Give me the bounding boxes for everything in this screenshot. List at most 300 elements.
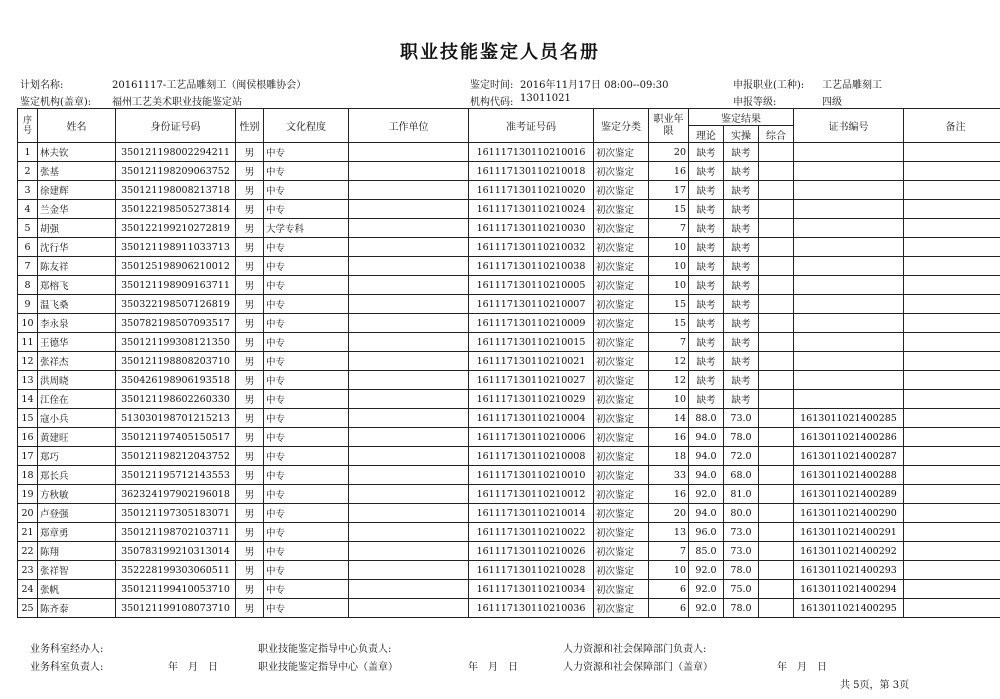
theory-score-cell: 缺考 bbox=[689, 219, 724, 238]
certificate-number-cell bbox=[794, 352, 904, 371]
page-indicator: 共 5页，第 3页 bbox=[840, 680, 910, 691]
years-cell: 10 bbox=[649, 276, 689, 295]
table-row bbox=[18, 257, 1000, 276]
responsible-date: 年 月 日 bbox=[168, 662, 218, 673]
table-row bbox=[18, 333, 1000, 352]
education-cell: 中专 bbox=[264, 162, 349, 181]
seq-cell: 1 bbox=[18, 143, 38, 162]
exam-number-cell: 161117130110210006 bbox=[469, 428, 594, 447]
gender-cell: 男 bbox=[236, 352, 264, 371]
skill-score-cell: 缺考 bbox=[724, 390, 759, 409]
years-cell: 20 bbox=[649, 504, 689, 523]
education-cell: 中专 bbox=[264, 352, 349, 371]
work-unit-cell bbox=[349, 314, 469, 333]
overall-score-cell bbox=[759, 599, 794, 618]
level-label: 申报等级: bbox=[733, 97, 777, 108]
gender-cell: 男 bbox=[236, 371, 264, 390]
col-cert: 证书编号 bbox=[794, 109, 904, 143]
years-cell: 20 bbox=[649, 143, 689, 162]
category-cell: 初次鉴定 bbox=[594, 542, 649, 561]
gender-cell: 男 bbox=[236, 295, 264, 314]
id-number-cell: 350121197305183071 bbox=[116, 504, 236, 523]
exam-number-cell: 161117130110210024 bbox=[469, 200, 594, 219]
id-number-cell: 350322198507126819 bbox=[116, 295, 236, 314]
note-cell bbox=[904, 295, 1000, 314]
work-unit-cell bbox=[349, 466, 469, 485]
id-number-cell: 350783199210313014 bbox=[116, 542, 236, 561]
overall-score-cell bbox=[759, 314, 794, 333]
overall-score-cell bbox=[759, 390, 794, 409]
seq-cell: 19 bbox=[18, 485, 38, 504]
note-cell bbox=[904, 580, 1000, 599]
overall-score-cell bbox=[759, 200, 794, 219]
name-cell: 方秋敏 bbox=[38, 485, 116, 504]
name-cell: 黄建旺 bbox=[38, 428, 116, 447]
name-cell: 徐建辉 bbox=[38, 181, 116, 200]
skill-score-cell: 73.0 bbox=[724, 409, 759, 428]
category-cell: 初次鉴定 bbox=[594, 181, 649, 200]
note-cell bbox=[904, 447, 1000, 466]
note-cell bbox=[904, 352, 1000, 371]
education-cell: 中专 bbox=[264, 295, 349, 314]
overall-score-cell bbox=[759, 428, 794, 447]
table-row bbox=[18, 276, 1000, 295]
theory-score-cell: 88.0 bbox=[689, 409, 724, 428]
note-cell bbox=[904, 276, 1000, 295]
col-id: 身份证号码 bbox=[116, 109, 236, 143]
time-value: 2016年11月17日 08:00--09:30 bbox=[520, 80, 669, 91]
overall-score-cell bbox=[759, 143, 794, 162]
years-cell: 16 bbox=[649, 485, 689, 504]
category-cell: 初次鉴定 bbox=[594, 428, 649, 447]
col-skill: 实操 bbox=[724, 126, 759, 143]
seq-cell: 18 bbox=[18, 466, 38, 485]
overall-score-cell bbox=[759, 447, 794, 466]
years-cell: 10 bbox=[649, 238, 689, 257]
gender-cell: 男 bbox=[236, 580, 264, 599]
skill-score-cell: 缺考 bbox=[724, 257, 759, 276]
center-head-label: 职业技能鉴定指导中心负责人: bbox=[258, 644, 392, 655]
table-row bbox=[18, 162, 1000, 181]
table-row bbox=[18, 504, 1000, 523]
id-number-cell: 350121199108073710 bbox=[116, 599, 236, 618]
years-cell: 18 bbox=[649, 447, 689, 466]
id-number-cell: 350121198212043752 bbox=[116, 447, 236, 466]
seq-cell: 16 bbox=[18, 428, 38, 447]
gender-cell: 男 bbox=[236, 200, 264, 219]
seq-cell: 13 bbox=[18, 371, 38, 390]
id-number-cell: 350121198002294211 bbox=[116, 143, 236, 162]
category-cell: 初次鉴定 bbox=[594, 162, 649, 181]
id-number-cell: 350125198906210012 bbox=[116, 257, 236, 276]
id-number-cell: 350121198911033713 bbox=[116, 238, 236, 257]
table-row bbox=[18, 428, 1000, 447]
certificate-number-cell bbox=[794, 143, 904, 162]
skill-score-cell: 缺考 bbox=[724, 352, 759, 371]
theory-score-cell: 92.0 bbox=[689, 580, 724, 599]
overall-score-cell bbox=[759, 219, 794, 238]
overall-score-cell bbox=[759, 485, 794, 504]
seq-cell: 6 bbox=[18, 238, 38, 257]
skill-score-cell: 78.0 bbox=[724, 599, 759, 618]
gender-cell: 男 bbox=[236, 466, 264, 485]
name-cell: 郑榕飞 bbox=[38, 276, 116, 295]
exam-number-cell: 161117130110210034 bbox=[469, 580, 594, 599]
theory-score-cell: 缺考 bbox=[689, 314, 724, 333]
certificate-number-cell bbox=[794, 162, 904, 181]
category-cell: 初次鉴定 bbox=[594, 561, 649, 580]
education-cell: 中专 bbox=[264, 599, 349, 618]
category-cell: 初次鉴定 bbox=[594, 580, 649, 599]
category-cell: 初次鉴定 bbox=[594, 314, 649, 333]
years-cell: 6 bbox=[649, 599, 689, 618]
work-unit-cell bbox=[349, 371, 469, 390]
certificate-number-cell bbox=[794, 314, 904, 333]
plan-label: 计划名称: bbox=[20, 80, 64, 91]
name-cell: 洪周晓 bbox=[38, 371, 116, 390]
name-cell: 郑长兵 bbox=[38, 466, 116, 485]
note-cell bbox=[904, 485, 1000, 504]
table-row bbox=[18, 181, 1000, 200]
table-row bbox=[18, 409, 1000, 428]
col-type: 鉴定分类 bbox=[594, 109, 649, 143]
gender-cell: 男 bbox=[236, 238, 264, 257]
table-row bbox=[18, 390, 1000, 409]
theory-score-cell: 92.0 bbox=[689, 485, 724, 504]
certificate-number-cell bbox=[794, 276, 904, 295]
hr-date: 年 月 日 bbox=[777, 662, 827, 673]
years-cell: 10 bbox=[649, 390, 689, 409]
theory-score-cell: 缺考 bbox=[689, 200, 724, 219]
work-unit-cell bbox=[349, 561, 469, 580]
years-cell: 7 bbox=[649, 542, 689, 561]
id-number-cell: 350121198808203710 bbox=[116, 352, 236, 371]
overall-score-cell bbox=[759, 466, 794, 485]
col-exam: 准考证号码 bbox=[469, 109, 594, 143]
gender-cell: 男 bbox=[236, 523, 264, 542]
exam-number-cell: 161117130110210021 bbox=[469, 352, 594, 371]
table-row bbox=[18, 219, 1000, 238]
category-cell: 初次鉴定 bbox=[594, 447, 649, 466]
table-row bbox=[18, 466, 1000, 485]
education-cell: 中专 bbox=[264, 390, 349, 409]
work-unit-cell bbox=[349, 599, 469, 618]
note-cell bbox=[904, 181, 1000, 200]
table-row bbox=[18, 352, 1000, 371]
gender-cell: 男 bbox=[236, 428, 264, 447]
note-cell bbox=[904, 371, 1000, 390]
certificate-number-cell bbox=[794, 390, 904, 409]
note-cell bbox=[904, 390, 1000, 409]
education-cell: 中专 bbox=[264, 238, 349, 257]
certificate-number-cell bbox=[794, 238, 904, 257]
certificate-number-cell: 1613011021400286 bbox=[794, 428, 904, 447]
col-note: 备注 bbox=[904, 109, 1000, 143]
exam-number-cell: 161117130110210026 bbox=[469, 542, 594, 561]
exam-number-cell: 161117130110210027 bbox=[469, 371, 594, 390]
theory-score-cell: 缺考 bbox=[689, 257, 724, 276]
exam-number-cell: 161117130110210012 bbox=[469, 485, 594, 504]
exam-number-cell: 161117130110210008 bbox=[469, 447, 594, 466]
gender-cell: 男 bbox=[236, 542, 264, 561]
skill-score-cell: 缺考 bbox=[724, 181, 759, 200]
category-cell: 初次鉴定 bbox=[594, 276, 649, 295]
note-cell bbox=[904, 200, 1000, 219]
job-value: 工艺品雕刻工 bbox=[822, 80, 882, 91]
education-cell: 中专 bbox=[264, 181, 349, 200]
name-cell: 兰金华 bbox=[38, 200, 116, 219]
table-row bbox=[18, 542, 1000, 561]
id-number-cell: 352228199303060511 bbox=[116, 561, 236, 580]
col-result: 鉴定结果 bbox=[689, 109, 794, 126]
certificate-number-cell bbox=[794, 200, 904, 219]
name-cell: 李永泉 bbox=[38, 314, 116, 333]
overall-score-cell bbox=[759, 181, 794, 200]
center-seal-label: 职业技能鉴定指导中心（盖章） bbox=[258, 662, 398, 673]
certificate-number-cell: 1613011021400294 bbox=[794, 580, 904, 599]
id-number-cell: 350121199308121350 bbox=[116, 333, 236, 352]
theory-score-cell: 92.0 bbox=[689, 561, 724, 580]
id-number-cell: 350121198209063752 bbox=[116, 162, 236, 181]
education-cell: 中专 bbox=[264, 257, 349, 276]
category-cell: 初次鉴定 bbox=[594, 485, 649, 504]
certificate-number-cell: 1613011021400292 bbox=[794, 542, 904, 561]
theory-score-cell: 92.0 bbox=[689, 599, 724, 618]
name-cell: 张祥杰 bbox=[38, 352, 116, 371]
col-seq: 序号 bbox=[18, 109, 38, 143]
category-cell: 初次鉴定 bbox=[594, 599, 649, 618]
work-unit-cell bbox=[349, 238, 469, 257]
education-cell: 中专 bbox=[264, 466, 349, 485]
work-unit-cell bbox=[349, 352, 469, 371]
gender-cell: 男 bbox=[236, 162, 264, 181]
theory-score-cell: 缺考 bbox=[689, 162, 724, 181]
work-unit-cell bbox=[349, 333, 469, 352]
gender-cell: 男 bbox=[236, 599, 264, 618]
table-row bbox=[18, 371, 1000, 390]
certificate-number-cell bbox=[794, 219, 904, 238]
gender-cell: 男 bbox=[236, 276, 264, 295]
skill-score-cell: 81.0 bbox=[724, 485, 759, 504]
overall-score-cell bbox=[759, 352, 794, 371]
category-cell: 初次鉴定 bbox=[594, 371, 649, 390]
work-unit-cell bbox=[349, 295, 469, 314]
years-cell: 10 bbox=[649, 257, 689, 276]
work-unit-cell bbox=[349, 390, 469, 409]
skill-score-cell: 缺考 bbox=[724, 333, 759, 352]
work-unit-cell bbox=[349, 485, 469, 504]
note-cell bbox=[904, 466, 1000, 485]
note-cell bbox=[904, 523, 1000, 542]
note-cell bbox=[904, 162, 1000, 181]
education-cell: 中专 bbox=[264, 333, 349, 352]
category-cell: 初次鉴定 bbox=[594, 523, 649, 542]
job-label: 申报职业(工种): bbox=[733, 80, 805, 91]
center-date: 年 月 日 bbox=[468, 662, 518, 673]
overall-score-cell bbox=[759, 333, 794, 352]
exam-number-cell: 161117130110210014 bbox=[469, 504, 594, 523]
category-cell: 初次鉴定 bbox=[594, 295, 649, 314]
theory-score-cell: 缺考 bbox=[689, 276, 724, 295]
note-cell bbox=[904, 561, 1000, 580]
work-unit-cell bbox=[349, 428, 469, 447]
code-value: 13011021 bbox=[520, 93, 571, 104]
name-cell: 陈友祥 bbox=[38, 257, 116, 276]
years-cell: 7 bbox=[649, 219, 689, 238]
seq-cell: 17 bbox=[18, 447, 38, 466]
gender-cell: 男 bbox=[236, 143, 264, 162]
education-cell: 中专 bbox=[264, 504, 349, 523]
seq-cell: 3 bbox=[18, 181, 38, 200]
note-cell bbox=[904, 428, 1000, 447]
id-number-cell: 350426198906193518 bbox=[116, 371, 236, 390]
theory-score-cell: 缺考 bbox=[689, 295, 724, 314]
theory-score-cell: 94.0 bbox=[689, 466, 724, 485]
category-cell: 初次鉴定 bbox=[594, 219, 649, 238]
education-cell: 中专 bbox=[264, 428, 349, 447]
skill-score-cell: 68.0 bbox=[724, 466, 759, 485]
category-cell: 初次鉴定 bbox=[594, 390, 649, 409]
skill-score-cell: 缺考 bbox=[724, 295, 759, 314]
gender-cell: 男 bbox=[236, 390, 264, 409]
work-unit-cell bbox=[349, 504, 469, 523]
note-cell bbox=[904, 238, 1000, 257]
plan-value: 20161117-工艺品雕刻工（闽侯根雕协会） bbox=[112, 80, 307, 91]
category-cell: 初次鉴定 bbox=[594, 200, 649, 219]
seq-cell: 25 bbox=[18, 599, 38, 618]
note-cell bbox=[904, 143, 1000, 162]
col-years: 职业年限 bbox=[649, 109, 689, 143]
col-gender: 性别 bbox=[236, 109, 264, 143]
theory-score-cell: 缺考 bbox=[689, 371, 724, 390]
education-cell: 中专 bbox=[264, 580, 349, 599]
work-unit-cell bbox=[349, 276, 469, 295]
category-cell: 初次鉴定 bbox=[594, 466, 649, 485]
education-cell: 中专 bbox=[264, 143, 349, 162]
table-row bbox=[18, 561, 1000, 580]
work-unit-cell bbox=[349, 580, 469, 599]
name-cell: 温飞桑 bbox=[38, 295, 116, 314]
theory-score-cell: 94.0 bbox=[689, 447, 724, 466]
seq-cell: 9 bbox=[18, 295, 38, 314]
education-cell: 大学专科 bbox=[264, 219, 349, 238]
note-cell bbox=[904, 333, 1000, 352]
work-unit-cell bbox=[349, 542, 469, 561]
skill-score-cell: 78.0 bbox=[724, 428, 759, 447]
theory-score-cell: 缺考 bbox=[689, 238, 724, 257]
education-cell: 中专 bbox=[264, 314, 349, 333]
id-number-cell: 350122199210272819 bbox=[116, 219, 236, 238]
overall-score-cell bbox=[759, 561, 794, 580]
seq-cell: 21 bbox=[18, 523, 38, 542]
note-cell bbox=[904, 542, 1000, 561]
name-cell: 寇小兵 bbox=[38, 409, 116, 428]
category-cell: 初次鉴定 bbox=[594, 409, 649, 428]
category-cell: 初次鉴定 bbox=[594, 333, 649, 352]
name-cell: 胡强 bbox=[38, 219, 116, 238]
id-number-cell: 513030198701215213 bbox=[116, 409, 236, 428]
theory-score-cell: 缺考 bbox=[689, 333, 724, 352]
note-cell bbox=[904, 219, 1000, 238]
work-unit-cell bbox=[349, 257, 469, 276]
seq-cell: 12 bbox=[18, 352, 38, 371]
skill-score-cell: 缺考 bbox=[724, 219, 759, 238]
exam-number-cell: 161117130110210030 bbox=[469, 219, 594, 238]
work-unit-cell bbox=[349, 143, 469, 162]
org-label: 鉴定机构(盖章): bbox=[20, 97, 92, 108]
overall-score-cell bbox=[759, 257, 794, 276]
years-cell: 15 bbox=[649, 200, 689, 219]
overall-score-cell bbox=[759, 276, 794, 295]
certificate-number-cell: 1613011021400291 bbox=[794, 523, 904, 542]
note-cell bbox=[904, 599, 1000, 618]
seq-cell: 15 bbox=[18, 409, 38, 428]
overall-score-cell bbox=[759, 371, 794, 390]
skill-score-cell: 78.0 bbox=[724, 561, 759, 580]
id-number-cell: 350121197405150517 bbox=[116, 428, 236, 447]
certificate-number-cell: 1613011021400293 bbox=[794, 561, 904, 580]
id-number-cell: 350121198008213718 bbox=[116, 181, 236, 200]
id-number-cell: 350121198602260330 bbox=[116, 390, 236, 409]
skill-score-cell: 缺考 bbox=[724, 162, 759, 181]
gender-cell: 男 bbox=[236, 504, 264, 523]
name-cell: 王德华 bbox=[38, 333, 116, 352]
education-cell: 中专 bbox=[264, 561, 349, 580]
table-row bbox=[18, 599, 1000, 618]
name-cell: 张祥智 bbox=[38, 561, 116, 580]
overall-score-cell bbox=[759, 580, 794, 599]
overall-score-cell bbox=[759, 409, 794, 428]
id-number-cell: 350122198505273814 bbox=[116, 200, 236, 219]
exam-number-cell: 161117130110210010 bbox=[469, 466, 594, 485]
education-cell: 中专 bbox=[264, 276, 349, 295]
years-cell: 16 bbox=[649, 428, 689, 447]
page-title: 职业技能鉴定人员名册 bbox=[400, 42, 600, 63]
gender-cell: 男 bbox=[236, 314, 264, 333]
certificate-number-cell bbox=[794, 257, 904, 276]
seq-cell: 14 bbox=[18, 390, 38, 409]
roster-table bbox=[17, 108, 1000, 618]
skill-score-cell: 缺考 bbox=[724, 238, 759, 257]
overall-score-cell bbox=[759, 295, 794, 314]
skill-score-cell: 73.0 bbox=[724, 542, 759, 561]
theory-score-cell: 缺考 bbox=[689, 181, 724, 200]
exam-number-cell: 161117130110210028 bbox=[469, 561, 594, 580]
overall-score-cell bbox=[759, 162, 794, 181]
seq-cell: 24 bbox=[18, 580, 38, 599]
table-row bbox=[18, 200, 1000, 219]
exam-number-cell: 161117130110210018 bbox=[469, 162, 594, 181]
id-number-cell: 350121199410053710 bbox=[116, 580, 236, 599]
exam-number-cell: 161117130110210022 bbox=[469, 523, 594, 542]
certificate-number-cell bbox=[794, 333, 904, 352]
years-cell: 14 bbox=[649, 409, 689, 428]
col-theory: 理论 bbox=[689, 126, 724, 143]
work-unit-cell bbox=[349, 447, 469, 466]
col-edu: 文化程度 bbox=[264, 109, 349, 143]
years-cell: 33 bbox=[649, 466, 689, 485]
name-cell: 陈齐泰 bbox=[38, 599, 116, 618]
education-cell: 中专 bbox=[264, 409, 349, 428]
gender-cell: 男 bbox=[236, 409, 264, 428]
gender-cell: 男 bbox=[236, 219, 264, 238]
seq-cell: 11 bbox=[18, 333, 38, 352]
exam-number-cell: 161117130110210036 bbox=[469, 599, 594, 618]
gender-cell: 男 bbox=[236, 447, 264, 466]
years-cell: 10 bbox=[649, 561, 689, 580]
table-row bbox=[18, 143, 1000, 162]
education-cell: 中专 bbox=[264, 485, 349, 504]
